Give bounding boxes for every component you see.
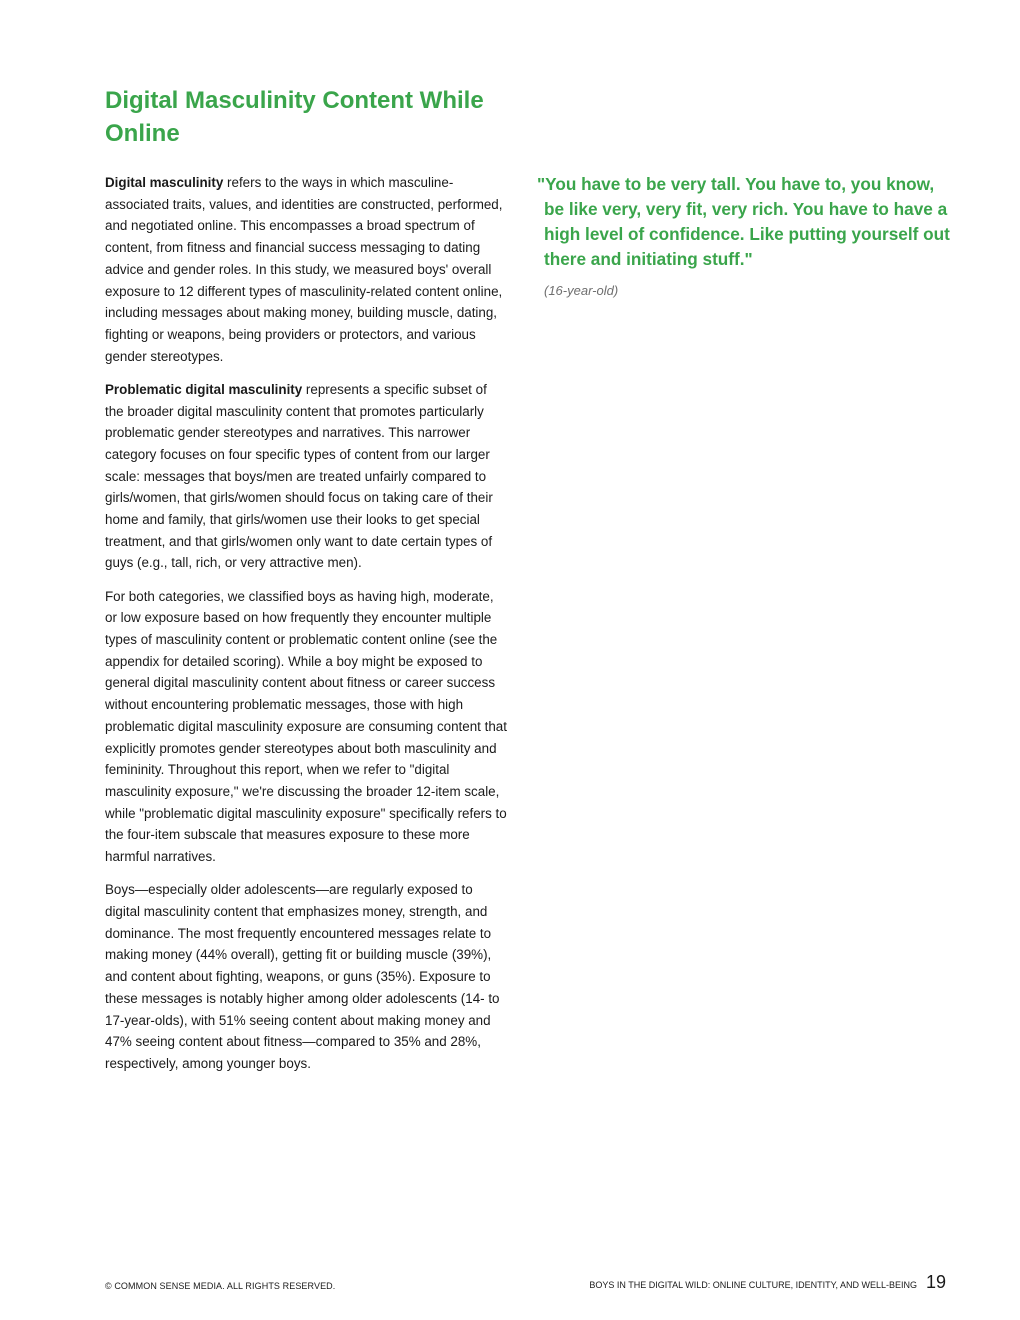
pull-quote-attribution: (16-year-old) (544, 283, 619, 298)
paragraph-text: refers to the ways in which masculine-associated traits, values, and identities are constructed, performed, and negotiated online. This encompasses a broad spectrum of content, from fitness and financial success messaging to dating advice and gender roles. In this study, we measured boys' overall exposure to 12 different types of masculinity-related content online, including messages about making money, building muscle, dating, fighting or weapons, being providers or protectors, and various gender stereotypes. (105, 175, 503, 364)
paragraph-digital-masculinity (105, 172, 508, 367)
section-heading: Digital Masculinity Content While Online (105, 87, 484, 147)
body-text-column (105, 172, 508, 1086)
page-number: 19 (925, 1272, 946, 1292)
paragraph-problematic-masculinity (105, 379, 508, 574)
term-problematic-digital-masculinity: Problematic digital masculinity (105, 381, 303, 397)
pull-quote (537, 172, 952, 298)
footer-copyright: © COMMON SENSE MEDIA. ALL RIGHTS RESERVED. (105, 1281, 336, 1291)
footer-report-title: BOYS IN THE DIGITAL WILD: ONLINE CULTURE, IDENTITY, AND WELL-BEING (589, 1280, 917, 1290)
pull-quote-text: "You have to be very tall. You have to, you know, be like very, very fit, very rich. You have to have a high level of confidence. Like putting yourself out there and initiating stuff." (537, 174, 950, 269)
paragraph-exposure-findings: Boys—especially older adolescents—are regularly exposed to digital masculinity content that emphasizes money, strength, and dominance. The most frequently encountered messages relate to making money (44% overall), getting fit or building muscle (39%), and content about fighting, weapons, or guns (35%). Exposure to these messages is notably higher among older adolescents (14- to 17-year-olds), with 51% seeing content about making money and 47% seeing content about fitness—compared to 35% and 28%, respectively, among younger boys. (105, 882, 500, 1071)
paragraph-exposure-categories: For both categories, we classified boys as having high, moderate, or low exposure based on how frequently they encounter multiple types of masculinity content or problematic content online (see the appendix for detailed scoring). While a boy might be exposed to general digital masculinity content about fitness or career success without encountering problematic messages, those with high problematic digital masculinity exposure are consuming content that explicitly promotes gender stereotypes about both masculinity and femininity. Throughout this report, when we refer to "digital masculinity exposure," we're discussing the broader 12-item scale, while "problematic digital masculinity exposure" specifically refers to the four-item subscale that measures exposure to these more harmful narratives. (105, 588, 507, 865)
paragraph-text: represents a specific subset of the broader digital masculinity content that promotes particularly problematic gender stereotypes and narratives. This narrower category focuses on four specific types of content from our larger scale: messages that boys/men are treated unfairly compared to girls/women, that girls/women should focus on taking care of their home and family, that girls/women use their looks to get special treatment, and that girls/women only want to date certain types of guys (e.g., tall, rich, or very attractive men). (105, 381, 493, 571)
footer-right (589, 1272, 946, 1293)
term-digital-masculinity: Digital masculinity (105, 175, 224, 190)
